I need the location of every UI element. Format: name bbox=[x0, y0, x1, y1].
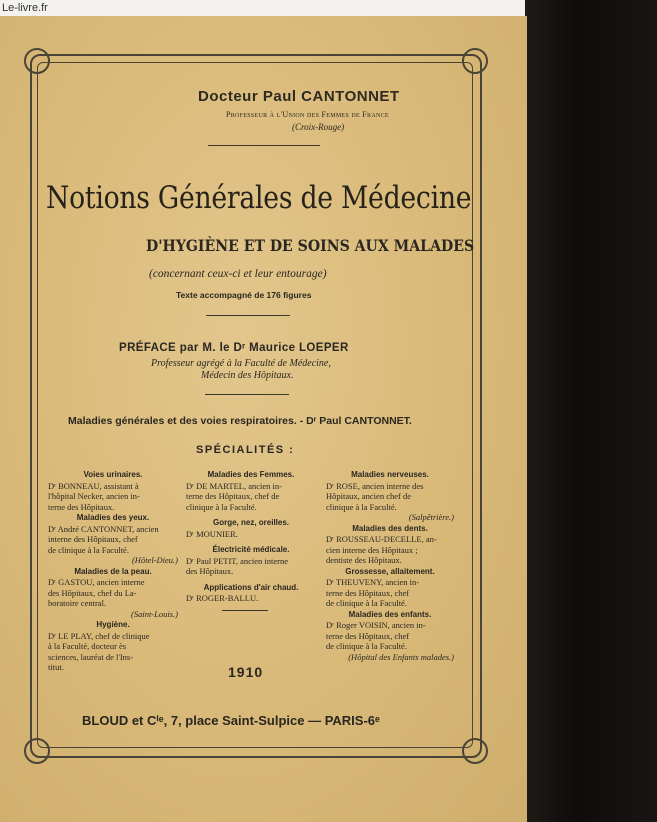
preface-credential: Professeur agrégé à la Faculté de Médecine, bbox=[151, 358, 331, 369]
corner-ornament-icon bbox=[462, 48, 488, 74]
specialty-entry: Dʳ ROUSSEAU-DECELLE, an- cien interne des Hôpitaux ; dentiste des Hôpitaux. bbox=[326, 534, 437, 565]
publication-year: 1910 bbox=[228, 664, 264, 680]
specialties-column-middle bbox=[186, 469, 316, 611]
corner-ornament-icon bbox=[24, 48, 50, 74]
figures-note: Texte accompagné de 176 figures bbox=[176, 290, 312, 300]
publisher-address: BLOUD et Cⁱᵉ, 7, place Saint-Sulpice — PARIS-6ᵉ bbox=[82, 713, 380, 728]
specialties-heading: SPÉCIALITÉS : bbox=[196, 444, 295, 456]
specialty-entry: Dʳ THEUVENY, ancien in- terne des Hôpitaux, chef de clinique à la Faculté. bbox=[326, 577, 420, 608]
preface-position: Médecin des Hôpitaux. bbox=[201, 370, 294, 381]
specialty-heading: Maladies des enfants. bbox=[348, 609, 432, 619]
watermark: Le-livre.fr bbox=[2, 2, 48, 14]
general-diseases-line: Maladies générales et des voies respiratoires. - Dʳ Paul CANTONNET. bbox=[68, 415, 412, 427]
specialty-heading: Gorge, nez, oreilles. bbox=[212, 518, 290, 527]
background-strip bbox=[525, 0, 657, 822]
specialty-entry: Dʳ ROGER-BALLU. bbox=[186, 593, 259, 603]
specialty-entry: Dʳ GASTOU, ancien interne des Hôpitaux, chef du La- boratoire central. (Saint-Louis.) bbox=[48, 577, 178, 619]
specialty-entry: Dʳ Roger VOISIN, ancien in- terne des Hôpitaux, chef de clinique à la Faculté. (Hôpital des Enfants malades.) bbox=[326, 620, 454, 662]
author-organization: (Croix-Rouge) bbox=[292, 122, 345, 132]
specialties-column-left bbox=[48, 469, 178, 674]
specialties-column-right bbox=[326, 469, 454, 663]
specialty-heading: Maladies des dents. bbox=[352, 523, 428, 533]
specialty-heading: Maladies des Femmes. bbox=[207, 470, 295, 479]
specialty-heading: Maladies de la peau. bbox=[74, 566, 152, 576]
corner-ornament-icon bbox=[24, 738, 50, 764]
specialty-entry: Dʳ MOUNIER. bbox=[186, 528, 238, 539]
author-role: Professeur à l'Union des Femmes de France bbox=[226, 110, 389, 119]
book-subtitle: D'HYGIÈNE ET DE SOINS AUX MALADES bbox=[146, 236, 475, 255]
specialty-heading: Électricité médicale. bbox=[212, 545, 290, 554]
specialty-heading: Maladies nerveuses. bbox=[351, 470, 429, 479]
subtitle-parenthetical: (concernant ceux-ci et leur entourage) bbox=[149, 268, 327, 280]
specialty-entry: Dʳ André CANTONNET, ancien interne des Hôpitaux, chef de clinique à la Faculté. (Hôtel-Dieu.) bbox=[48, 523, 178, 565]
corner-ornament-icon bbox=[462, 738, 488, 764]
specialty-heading: Hygiène. bbox=[96, 620, 130, 629]
specialty-entry: Dʳ ROSE, ancien interne des Hôpitaux, ancien chef de clinique à la Faculté. (Salpêtrière.) bbox=[326, 480, 454, 522]
specialty-entry: Dʳ Paul PETIT, ancien interne des Hôpitaux. bbox=[186, 555, 289, 576]
divider bbox=[205, 394, 289, 395]
divider bbox=[208, 145, 320, 146]
specialty-heading: Applications d'air chaud. bbox=[203, 582, 299, 592]
divider bbox=[206, 315, 290, 316]
specialty-heading: Voies urinaires. bbox=[83, 470, 143, 479]
specialty-heading: Grossesse, allaitement. bbox=[345, 566, 435, 576]
specialty-entry: Dʳ LE PLAY, chef de clinique à la Faculté, docteur ès sciences, lauréat de l'Ins- titut. bbox=[48, 630, 150, 672]
preface-author: PRÉFACE par M. le Dʳ Maurice LOEPER bbox=[119, 342, 349, 354]
specialty-entry: Dʳ DE MARTEL, ancien in- terne des Hôpitaux, chef de clinique à la Faculté. bbox=[186, 480, 282, 512]
specialty-heading: Maladies des yeux. bbox=[76, 513, 150, 522]
specialty-entry: Dʳ BONNEAU, assistant à l'hôpital Necker, ancien in- terne des Hôpitaux. bbox=[48, 480, 140, 512]
author-name: Docteur Paul CANTONNET bbox=[198, 88, 400, 105]
book-title: Notions Générales de Médecine bbox=[46, 180, 472, 216]
divider bbox=[222, 610, 268, 611]
